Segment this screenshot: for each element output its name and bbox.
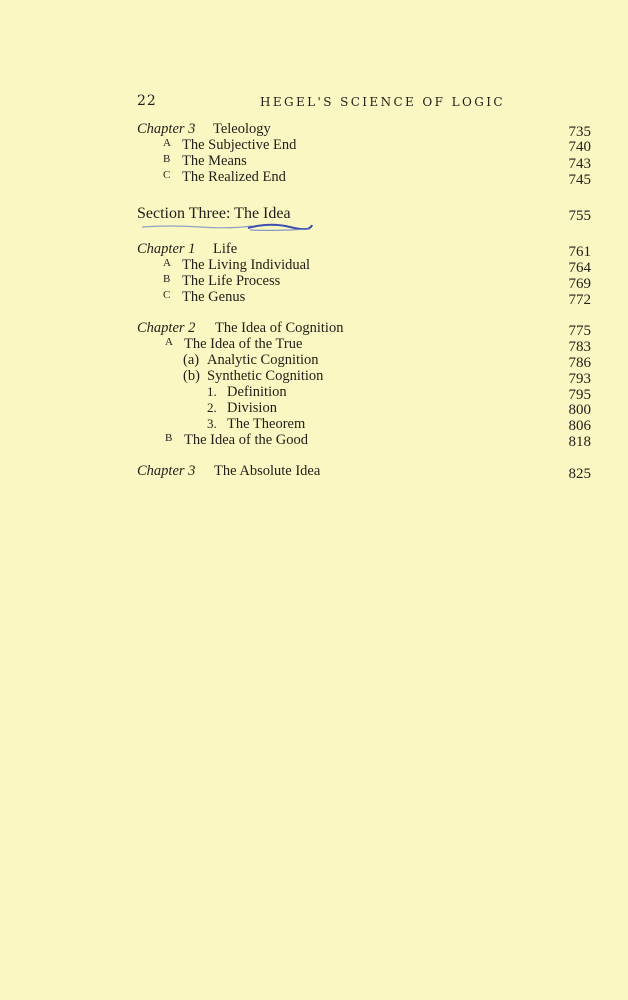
entry-letter: B (165, 432, 173, 444)
entry-page: 825 (568, 466, 591, 482)
entry-page: 783 (568, 339, 591, 355)
entry-page: 772 (568, 292, 591, 308)
entry-title: Life (213, 241, 238, 257)
chapter-label: Chapter 3 (137, 463, 196, 479)
entry-letter: C (163, 289, 171, 301)
entry-title: The Life Process (182, 273, 281, 289)
entry-number: 3. (207, 416, 217, 431)
entry-title: The Absolute Idea (214, 463, 321, 479)
chapter-label: Chapter 2 (137, 320, 196, 336)
entry-number: 2. (207, 400, 217, 415)
page-number: 22 (137, 93, 157, 109)
chapter-label: Chapter 1 (137, 241, 196, 257)
entry-title: Teleology (213, 121, 271, 137)
toc-entry (0, 289, 628, 309)
entry-title: Analytic Cognition (207, 352, 319, 368)
entry-page: 769 (568, 276, 591, 292)
entry-title: Division (227, 400, 277, 416)
entry-page: 795 (568, 387, 591, 403)
entry-letter: A (163, 137, 172, 149)
entry-subletter: (b) (183, 368, 200, 384)
entry-letter: C (163, 169, 171, 181)
entry-title: The Idea of the Good (184, 432, 309, 448)
entry-title: The Idea of the True (184, 336, 303, 352)
entry-title: The Living Individual (182, 257, 311, 273)
entry-page: 740 (568, 139, 591, 155)
entry-page: 800 (568, 402, 591, 418)
pen-underline-mark (140, 218, 315, 232)
running-header: HEGEL'S SCIENCE OF LOGIC (260, 95, 505, 109)
entry-page: 745 (568, 172, 591, 188)
entry-letter: A (163, 257, 172, 269)
entry-title: The Theorem (227, 416, 306, 432)
entry-page: 818 (568, 434, 591, 450)
entry-letter: B (163, 273, 171, 285)
entry-page: 761 (568, 244, 591, 260)
section-title: Section Three: The Idea (137, 205, 291, 222)
entry-title: The Genus (182, 289, 246, 305)
entry-title: Synthetic Cognition (207, 368, 324, 384)
entry-letter: A (165, 336, 174, 348)
entry-title: The Idea of Cognition (215, 320, 344, 336)
entry-page: 743 (568, 156, 591, 172)
toc-entry (0, 169, 628, 189)
entry-page: 786 (568, 355, 591, 371)
entry-title: The Subjective End (182, 137, 297, 153)
entry-page: 735 (568, 124, 591, 140)
entry-letter: B (163, 153, 171, 165)
entry-title: Definition (227, 384, 287, 400)
toc-entry (0, 432, 628, 452)
entry-page: 793 (568, 371, 591, 387)
entry-page: 755 (568, 208, 591, 224)
toc-entry (0, 463, 628, 483)
entry-page: 764 (568, 260, 591, 276)
entry-title: The Realized End (182, 169, 286, 185)
entry-subletter: (a) (183, 352, 200, 368)
entry-page: 806 (568, 418, 591, 434)
entry-title: The Means (182, 153, 247, 169)
entry-number: 1. (207, 384, 217, 399)
chapter-label: Chapter 3 (137, 121, 196, 137)
entry-page: 775 (568, 323, 591, 339)
